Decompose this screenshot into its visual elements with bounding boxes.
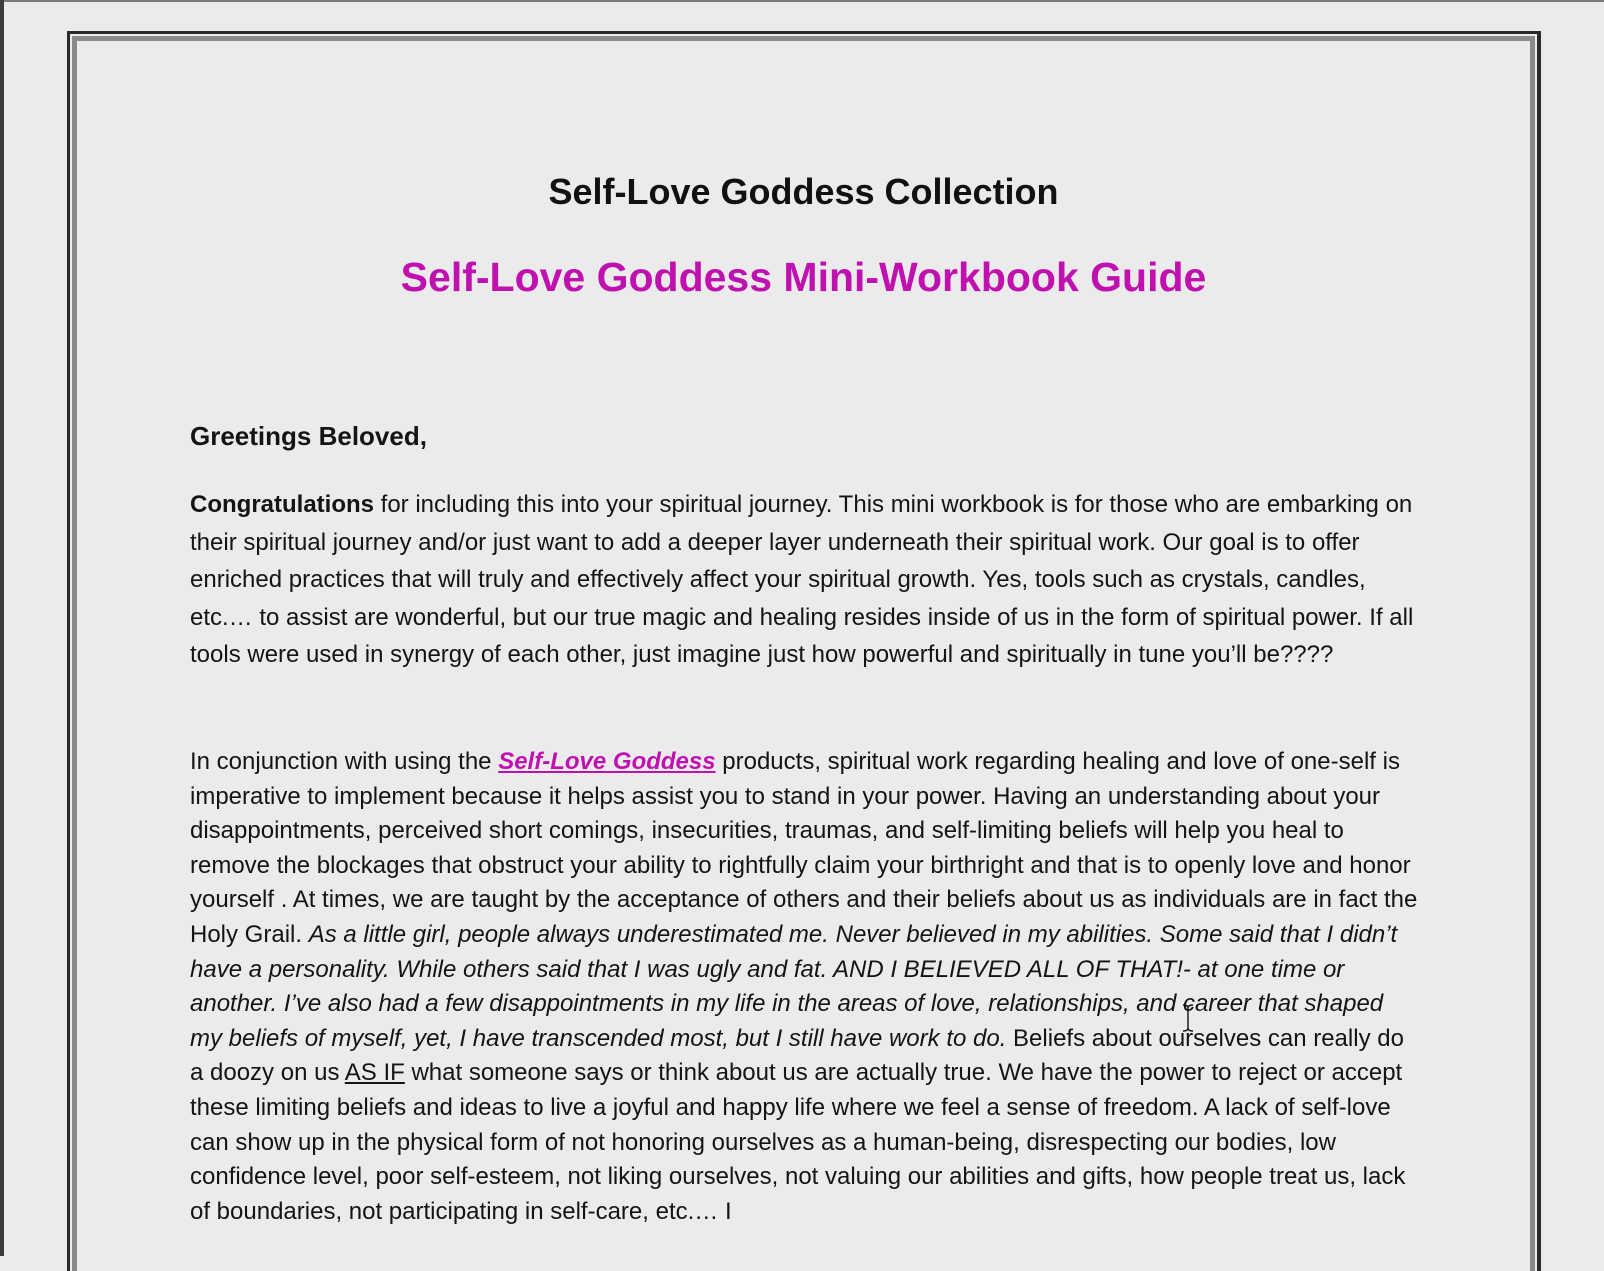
intro-paragraph[interactable] (190, 486, 1420, 674)
para2-part1: In conjunction with using the (190, 748, 499, 775)
as-if-underlined: AS IF (344, 1059, 405, 1087)
intro-paragraph-text: for including this into your spiritual journey. This mini workbook is for those who are embarking on their spiritual journey and/or just want to add a deeper layer underneath their spiritual work. Our goal is to offer enriched practices that will truly and effectively affect your spiritual growth. Yes, tools such as crystals, candles, etc.… to assist are wonderful, but our true magic and healing resides inside of us in the form of spiritual power. If all tools were used in synergy of each other, just imagine just how powerful and spiritually in tune you’ll be???? (190, 491, 1414, 669)
guide-title: Self-Love Goddess Mini-Workbook Guide (400, 254, 1207, 300)
personal-story-italic: As a little girl, people always underestimated me. Never believed in my abilities. Some said that I didn’t have a personality. While others said that I was ugly and fat. AND I BELIEVED ALL OF THAT!- at one time or another. I’ve also had a few disappointments in my life in the areas of love, relationships, and career that shaped my beliefs of myself, yet, I have transcended most, but I still have work to do. (190, 920, 1398, 1052)
para2-part2: products, spiritual work regarding healing and love of one-self is imperative to implement because it helps assist you to stand in your power. Having an understanding about your disappointments, perceived short comings, insecurities, traumas, and self-limiting beliefs will help you heal to remove the blockages that obstruct your ability to rightfully claim your birthright and that is to openly love and honor yourself . At times, we are taught by the acceptance of others and their beliefs about us as individuals are in fact the Holy Grail. (190, 748, 1418, 948)
document-page[interactable] (67, 31, 1541, 1271)
text-cursor-icon (1182, 1004, 1194, 1032)
greeting-heading: Greetings Beloved, (190, 421, 427, 451)
congratulations-lead: Congratulations (190, 491, 374, 518)
para2-part4: what someone says or think about us are actually true. We have the power to reject or accept these limiting beliefs and ideas to live a joyful and happy life where we feel a sense of freedom. A lack of self-love can show up in the physical form of not honoring ourselves as a human-being, disrespecting our bodies, low confidence level, poor self-esteem, not liking ourselves, not valuing our abilities and gifts, how people treat us, lack of boundaries, not participating in self-care, etc.… I (190, 1059, 1406, 1225)
para2-part3: Beliefs about ourselves can really do a doozy on us (190, 1024, 1404, 1087)
page-frame (72, 36, 1535, 1271)
self-love-goddess-link[interactable]: Self-Love Goddess (498, 748, 716, 775)
collection-title: Self-Love Goddess Collection (548, 171, 1059, 212)
window-left-edge (0, 0, 4, 1256)
conjunction-paragraph[interactable] (190, 745, 1420, 1229)
window-top-edge (0, 0, 1604, 2)
